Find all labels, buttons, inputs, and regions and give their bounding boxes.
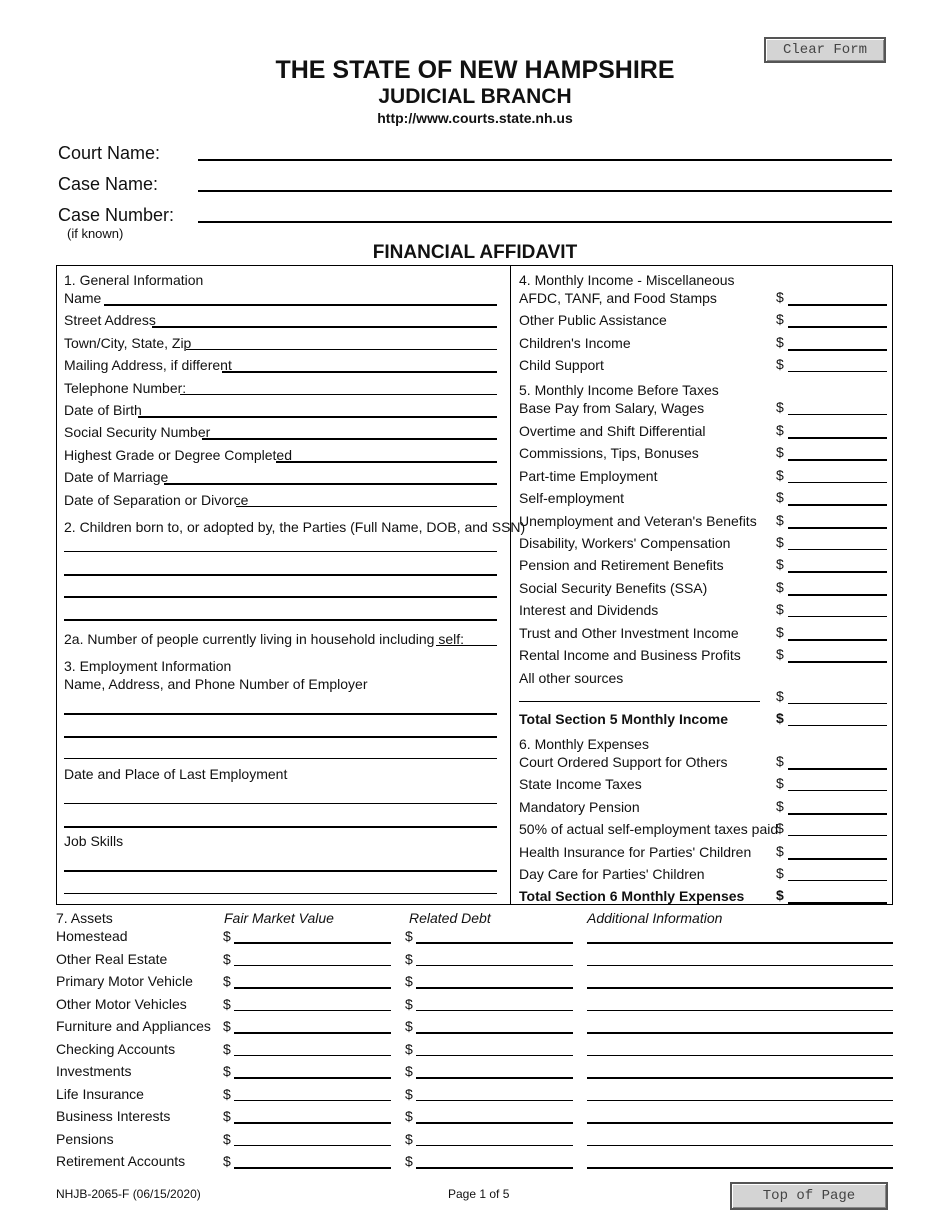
asset-row-6-info-field[interactable] [587, 1055, 893, 1056]
income-7-dollar: $ [776, 534, 784, 550]
asset-row-3-debt-field[interactable] [416, 987, 573, 989]
total-section5-dollar: $ [776, 710, 784, 726]
asset-row-5-fmv-dollar: $ [223, 1018, 231, 1034]
asset-row-3-fmv-dollar: $ [223, 973, 231, 989]
employer-line-1[interactable] [64, 713, 497, 715]
expense-item-2: State Income Taxes [519, 776, 642, 792]
asset-row-8-label: Life Insurance [56, 1085, 144, 1102]
other-sources-amount[interactable] [788, 703, 887, 704]
misc-income-4-amount[interactable] [788, 371, 887, 372]
asset-row-11-fmv-field[interactable] [234, 1167, 391, 1169]
asset-row-5-fmv-field[interactable] [234, 1032, 391, 1034]
asset-row-8-fmv-dollar: $ [223, 1085, 231, 1102]
asset-row-10-debt-field[interactable] [416, 1145, 573, 1146]
court-url: http://www.courts.state.nh.us [377, 110, 573, 126]
income-item-5: Self-employment [519, 490, 625, 506]
asset-row-11-debt-dollar: $ [405, 1153, 413, 1169]
expense-6-amount[interactable] [788, 880, 887, 881]
label-grade: Highest Grade or Degree Completed [64, 447, 293, 463]
asset-row-1-debt-field[interactable] [416, 942, 573, 944]
total-section6-dollar: $ [776, 887, 784, 903]
asset-row-7-fmv-field[interactable] [234, 1077, 391, 1079]
children-heading: 2. Children born to, or adopted by, the Parties (Full Name, DOB, and SSN) [64, 519, 526, 535]
income-6-dollar: $ [776, 512, 784, 528]
last-employment-line-1[interactable] [64, 803, 497, 804]
asset-row-10-debt-dollar: $ [405, 1130, 413, 1147]
street-field[interactable] [152, 326, 497, 328]
income-8-amount[interactable] [788, 571, 887, 573]
income-10-amount[interactable] [788, 616, 887, 617]
total-section5-amount[interactable] [788, 725, 887, 726]
asset-row-3-fmv-field[interactable] [234, 987, 391, 989]
income-4-amount[interactable] [788, 482, 887, 483]
asset-row-5-info-field[interactable] [587, 1032, 893, 1034]
asset-row-2-debt-field[interactable] [416, 965, 573, 966]
asset-row-10-label: Pensions [56, 1130, 114, 1147]
label-mailing: Mailing Address, if different [64, 357, 232, 373]
income-item-9: Social Security Benefits (SSA) [519, 580, 708, 596]
column-divider [510, 265, 511, 905]
phone-field[interactable] [180, 394, 497, 395]
asset-row-1-info-field[interactable] [587, 942, 893, 944]
asset-row-6-debt-dollar: $ [405, 1040, 413, 1057]
employment-heading: 3. Employment Information [64, 658, 232, 674]
children-line-4[interactable] [64, 619, 497, 621]
label-dob: Date of Birth [64, 402, 142, 418]
expense-3-amount[interactable] [788, 813, 887, 815]
col-related-debt: Related Debt [409, 910, 491, 926]
form-title: FINANCIAL AFFIDAVIT [372, 242, 578, 263]
top-of-page-button[interactable]: Top of Page [730, 1182, 888, 1210]
household-label: 2a. Number of people currently living in household including self: [64, 631, 465, 647]
income-5-amount[interactable] [788, 504, 887, 506]
asset-row-4-label: Other Motor Vehicles [56, 995, 187, 1012]
asset-row-5-label: Furniture and Appliances [56, 1018, 211, 1034]
asset-row-8-info-field[interactable] [587, 1100, 893, 1101]
asset-row-7-info-field[interactable] [587, 1077, 893, 1079]
misc-income-4-dollar: $ [776, 356, 784, 372]
other-sources-field[interactable] [519, 701, 760, 702]
general-info-heading: 1. General Information [64, 272, 204, 288]
label-name: Name [64, 290, 102, 306]
label-separation: Date of Separation or Divorce [64, 492, 249, 508]
col-fair-market-value: Fair Market Value [224, 910, 334, 926]
last-employment-line-2[interactable] [64, 826, 497, 828]
case-number-label: Case Number: [58, 205, 175, 225]
expense-3-dollar: $ [776, 798, 784, 814]
income-7-amount[interactable] [788, 549, 887, 550]
job-skills-line-2[interactable] [64, 893, 497, 894]
expense-5-dollar: $ [776, 843, 784, 859]
expense-item-6: Day Care for Parties' Children [519, 866, 705, 882]
other-sources-dollar: $ [776, 688, 784, 704]
income-before-taxes-heading: 5. Monthly Income Before Taxes [519, 382, 719, 398]
income-2-amount[interactable] [788, 437, 887, 439]
employer-line-3[interactable] [64, 758, 497, 759]
asset-row-11-info-field[interactable] [587, 1167, 893, 1169]
asset-row-7-debt-dollar: $ [405, 1063, 413, 1079]
asset-row-9-label: Business Interests [56, 1108, 171, 1124]
asset-row-4-fmv-field[interactable] [234, 1010, 391, 1011]
misc-income-1-dollar: $ [776, 289, 784, 305]
asset-row-11-fmv-dollar: $ [223, 1153, 231, 1169]
asset-row-9-debt-dollar: $ [405, 1108, 413, 1124]
expense-1-amount[interactable] [788, 768, 887, 770]
asset-row-5-debt-field[interactable] [416, 1032, 573, 1034]
misc-income-item-1: AFDC, TANF, and Food Stamps [519, 290, 717, 306]
income-12-dollar: $ [776, 646, 784, 662]
separation-field[interactable] [236, 506, 497, 507]
asset-row-1-label: Homestead [56, 928, 128, 944]
asset-row-11-debt-field[interactable] [416, 1167, 573, 1169]
asset-row-3-debt-dollar: $ [405, 973, 413, 989]
label-phone: Telephone Number: [64, 380, 187, 396]
income-11-dollar: $ [776, 624, 784, 640]
asset-row-9-debt-field[interactable] [416, 1122, 573, 1124]
employer-label: Name, Address, and Phone Number of Employer [64, 676, 368, 692]
assets-heading: 7. Assets [56, 910, 113, 926]
expense-4-amount[interactable] [788, 835, 887, 836]
income-item-3: Commissions, Tips, Bonuses [519, 445, 699, 461]
children-line-3[interactable] [64, 596, 497, 598]
misc-income-item-3: Children's Income [519, 335, 631, 351]
income-item-10: Interest and Dividends [519, 602, 659, 618]
household-field[interactable] [436, 645, 497, 646]
total-section5-label: Total Section 5 Monthly Income [519, 711, 728, 727]
job-skills-label: Job Skills [64, 833, 124, 849]
label-street: Street Address [64, 312, 156, 328]
asset-row-9-fmv-dollar: $ [223, 1108, 231, 1124]
income-1-dollar: $ [776, 399, 784, 415]
asset-row-2-fmv-field[interactable] [234, 965, 391, 966]
income-9-dollar: $ [776, 579, 784, 595]
asset-row-1-debt-dollar: $ [405, 928, 413, 944]
asset-row-1-fmv-dollar: $ [223, 928, 231, 944]
misc-income-2-dollar: $ [776, 311, 784, 327]
misc-income-3-amount[interactable] [788, 349, 887, 351]
total-section6-amount[interactable] [788, 902, 887, 904]
label-marriage: Date of Marriage [64, 469, 169, 485]
children-line-2[interactable] [64, 574, 497, 576]
asset-row-9-fmv-field[interactable] [234, 1122, 391, 1124]
asset-row-4-info-field[interactable] [587, 1010, 893, 1011]
expense-1-dollar: $ [776, 753, 784, 769]
ssn-field[interactable] [202, 438, 497, 440]
marriage-field[interactable] [164, 483, 497, 485]
misc-income-1-amount[interactable] [788, 304, 887, 306]
income-3-dollar: $ [776, 444, 784, 460]
income-2-dollar: $ [776, 422, 784, 438]
asset-row-2-info-field[interactable] [587, 965, 893, 966]
asset-row-10-fmv-field[interactable] [234, 1145, 391, 1146]
misc-income-item-4: Child Support [519, 357, 604, 373]
asset-row-11-label: Retirement Accounts [56, 1153, 186, 1169]
misc-income-heading: 4. Monthly Income - Miscellaneous [519, 272, 735, 288]
name-field[interactable] [104, 304, 497, 306]
asset-row-8-debt-field[interactable] [416, 1100, 573, 1101]
court-name-field[interactable] [198, 159, 892, 161]
asset-row-6-fmv-dollar: $ [223, 1040, 231, 1057]
expense-2-dollar: $ [776, 775, 784, 791]
asset-row-4-debt-dollar: $ [405, 995, 413, 1012]
mailing-field[interactable] [222, 371, 497, 373]
case-name-label: Case Name: [58, 174, 159, 194]
asset-row-5-debt-dollar: $ [405, 1018, 413, 1034]
expenses-heading: 6. Monthly Expenses [519, 736, 649, 752]
income-8-dollar: $ [776, 556, 784, 572]
income-item-7: Disability, Workers' Compensation [519, 535, 731, 551]
asset-row-8-debt-dollar: $ [405, 1085, 413, 1102]
dob-field[interactable] [138, 416, 497, 418]
expense-item-5: Health Insurance for Parties' Children [519, 844, 752, 860]
misc-income-item-2: Other Public Assistance [519, 312, 667, 328]
expense-2-amount[interactable] [788, 790, 887, 791]
misc-income-2-amount[interactable] [788, 326, 887, 328]
state-title: THE STATE OF NEW HAMPSHIRE [275, 56, 675, 84]
income-5-dollar: $ [776, 489, 784, 505]
asset-row-10-info-field[interactable] [587, 1145, 893, 1146]
asset-row-9-info-field[interactable] [587, 1122, 893, 1124]
if-known-note: (if known) [67, 226, 124, 241]
income-item-4: Part-time Employment [519, 468, 658, 484]
col-additional-info: Additional Information [587, 910, 723, 926]
asset-row-6-debt-field[interactable] [416, 1055, 573, 1056]
clear-form-button[interactable]: Clear Form [764, 37, 886, 63]
asset-row-3-info-field[interactable] [587, 987, 893, 989]
income-12-amount[interactable] [788, 661, 887, 663]
grade-field[interactable] [276, 461, 497, 463]
income-9-amount[interactable] [788, 594, 887, 596]
income-item-11: Trust and Other Investment Income [519, 625, 739, 641]
asset-row-10-fmv-dollar: $ [223, 1130, 231, 1147]
income-4-dollar: $ [776, 467, 784, 483]
asset-row-3-label: Primary Motor Vehicle [56, 973, 193, 989]
income-6-amount[interactable] [788, 527, 887, 529]
asset-row-8-fmv-field[interactable] [234, 1100, 391, 1101]
branch-title: JUDICIAL BRANCH [378, 85, 572, 108]
label-town: Town/City, State, Zip [64, 335, 192, 351]
income-item-12: Rental Income and Business Profits [519, 647, 741, 663]
total-section6-label: Total Section 6 Monthly Expenses [519, 888, 745, 904]
asset-row-2-label: Other Real Estate [56, 950, 168, 967]
expense-item-1: Court Ordered Support for Others [519, 754, 728, 770]
case-number-field[interactable] [198, 221, 892, 223]
asset-row-4-debt-field[interactable] [416, 1010, 573, 1011]
town-field[interactable] [186, 349, 497, 350]
asset-row-2-debt-dollar: $ [405, 950, 413, 967]
expense-6-dollar: $ [776, 865, 784, 881]
asset-row-7-debt-field[interactable] [416, 1077, 573, 1079]
label-ssn: Social Security Number [64, 424, 211, 440]
last-employment-label: Date and Place of Last Employment [64, 766, 288, 782]
page-number: Page 1 of 5 [448, 1187, 510, 1201]
asset-row-1-fmv-field[interactable] [234, 942, 391, 944]
employer-line-2[interactable] [64, 736, 497, 738]
income-item-6: Unemployment and Veteran's Benefits [519, 513, 757, 529]
expense-5-amount[interactable] [788, 858, 887, 860]
court-name-label: Court Name: [58, 143, 161, 163]
income-1-amount[interactable] [788, 414, 887, 415]
income-10-dollar: $ [776, 601, 784, 617]
asset-row-6-label: Checking Accounts [56, 1040, 176, 1057]
case-name-field[interactable] [198, 190, 892, 192]
asset-row-4-fmv-dollar: $ [223, 995, 231, 1012]
expense-item-3: Mandatory Pension [519, 799, 640, 815]
asset-row-7-label: Investments [56, 1063, 132, 1079]
income-item-1: Base Pay from Salary, Wages [519, 400, 705, 416]
expense-item-4: 50% of actual self-employment taxes paid [519, 821, 779, 837]
income-item-8: Pension and Retirement Benefits [519, 557, 724, 573]
form-id: NHJB-2065-F (06/15/2020) [56, 1187, 201, 1201]
asset-row-6-fmv-field[interactable] [234, 1055, 391, 1056]
expense-4-dollar: $ [776, 820, 784, 836]
job-skills-line-1[interactable] [64, 870, 497, 872]
income-3-amount[interactable] [788, 459, 887, 461]
income-11-amount[interactable] [788, 639, 887, 641]
asset-row-7-fmv-dollar: $ [223, 1063, 231, 1079]
asset-row-2-fmv-dollar: $ [223, 950, 231, 967]
children-line-1[interactable] [64, 551, 497, 552]
misc-income-3-dollar: $ [776, 334, 784, 350]
income-item-2: Overtime and Shift Differential [519, 423, 706, 439]
other-sources-label: All other sources [519, 670, 624, 686]
